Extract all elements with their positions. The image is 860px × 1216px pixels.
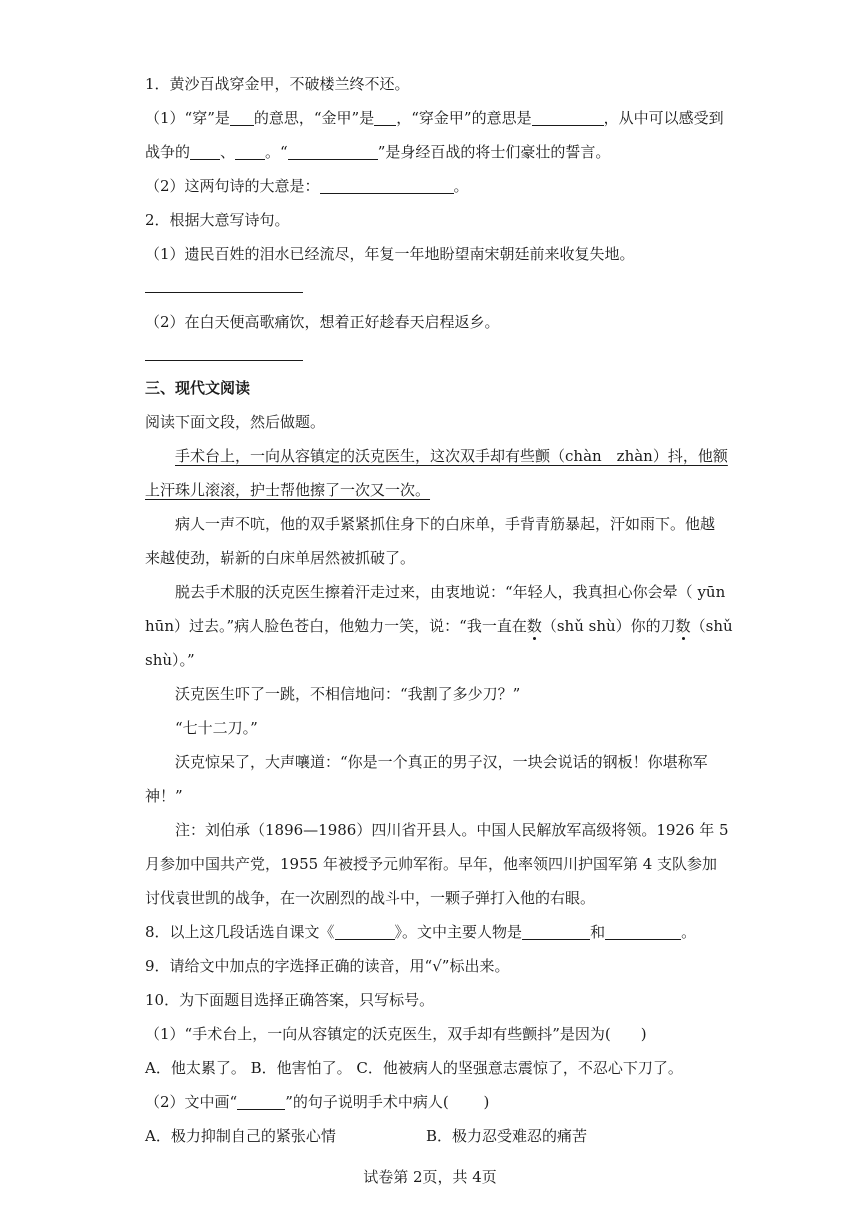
passage-p3-line1: 脱去手术服的沃克医生擦着汗走过来，由衷地说：“年轻人，我真担心你会晕（ yūn: [175, 583, 726, 601]
passage-p5: “七十二刀。”: [175, 719, 258, 737]
question-1-2: （2）这两句诗的大意是： 。: [145, 177, 469, 195]
reading-instruction: 阅读下面文段，然后做题。: [145, 413, 326, 431]
passage-p3-line2: hūn）过去。”病人脸色苍白，他勉力一笑，说：“我一直在数（shǔ shù）你的刀数（shǔ: [145, 617, 733, 635]
question-1-1-line2: 战争的 、 。“ ”是身经百战的将士们豪壮的誓言。: [145, 143, 611, 161]
page-footer: 试卷第 2页，共 4页: [363, 1168, 497, 1186]
blank[interactable]: [320, 177, 454, 194]
dotted-char: 数: [526, 617, 542, 635]
question-2-title: 2．根据大意写诗句。: [145, 211, 290, 229]
passage-p4: 沃克医生吓了一跳，不相信地问：“我割了多少刀？”: [175, 685, 521, 703]
blank[interactable]: [230, 109, 254, 126]
question-8: 8．以上这几段话选自课文《 》。文中主要人物是 和 。: [145, 923, 697, 941]
question-10-1: （1）“手术台上，一向从容镇定的沃克医生，双手却有些颤抖”是因为( ): [145, 1025, 647, 1043]
question-10-title: 10．为下面题目选择正确答案，只写标号。: [145, 991, 435, 1009]
question-1-1-line1: （1）“穿”是 的意思，“金甲”是 ，“穿金甲”的意思是 ，从中可以感受到: [145, 109, 724, 127]
blank[interactable]: [522, 923, 590, 940]
passage-p3-line3: shù）。”: [145, 651, 195, 669]
blank[interactable]: [532, 109, 604, 126]
question-2-1: （1）遗民百姓的泪水已经流尽，年复一年地盼望南宋朝廷前来收复失地。: [145, 245, 635, 263]
question-10-2: （2）文中画“ ”的句子说明手术中病人( ): [145, 1093, 490, 1111]
passage-p6-line1: 沃克惊呆了，大声嚷道：“你是一个真正的男子汉，一块会说话的钢板！你堪称军: [175, 753, 708, 771]
question-10-1-options: A．他太累了。 B．他害怕了。 C．他被病人的坚强意志震惊了，不忍心下刀了。: [145, 1059, 683, 1077]
blank[interactable]: [605, 923, 681, 940]
blank[interactable]: [335, 923, 395, 940]
passage-p6-line2: 神！”: [145, 787, 183, 805]
blank[interactable]: [374, 109, 396, 126]
passage-p2-line1: 病人一声不吭，他的双手紧紧抓住身下的白床单，手背青筋暴起，汗如雨下。他越: [175, 515, 716, 533]
question-9: 9．请给文中加点的字选择正确的读音，用“√”标出来。: [145, 957, 510, 975]
passage-p1-line1: 手术台上，一向从容镇定的沃克医生，这次双手却有些颤（chàn zhàn）抖，他额: [175, 447, 728, 465]
question-10-2-option-b: B．极力忍受难忍的痛苦: [426, 1127, 588, 1145]
question-2-2: （2）在白天便高歌痛饮，想着正好趁春天启程返乡。: [145, 313, 500, 331]
blank[interactable]: [190, 143, 220, 160]
question-1-title: 1．黄沙百战穿金甲，不破楼兰终不还。: [145, 75, 410, 93]
passage-p1-line2: 上汗珠儿滚滚，护士帮他擦了一次又一次。: [145, 481, 431, 499]
note-line3: 讨伐袁世凯的战争，在一次剧烈的战斗中，一颗子弹打入他的右眼。: [145, 889, 596, 907]
answer-line[interactable]: [145, 292, 303, 293]
passage-p2-line2: 来越使劲，崭新的白床单居然被抓破了。: [145, 549, 416, 567]
blank[interactable]: [288, 143, 378, 160]
answer-line[interactable]: [145, 360, 303, 361]
note-line1: 注：刘伯承（1896—1986）四川省开县人。中国人民解放军高级将领。1926 年 5: [175, 821, 729, 839]
section-heading: 三、现代文阅读: [145, 379, 251, 397]
note-line2: 月参加中国共产党，1955 年被授予元帅军衔。早年，他率领四川护国军第 4 支队参加: [145, 855, 718, 873]
question-10-2-option-a: A．极力抑制自己的紧张心情: [145, 1127, 336, 1145]
blank[interactable]: [235, 143, 265, 160]
blank[interactable]: [237, 1093, 285, 1110]
dotted-char: 数: [675, 617, 691, 635]
